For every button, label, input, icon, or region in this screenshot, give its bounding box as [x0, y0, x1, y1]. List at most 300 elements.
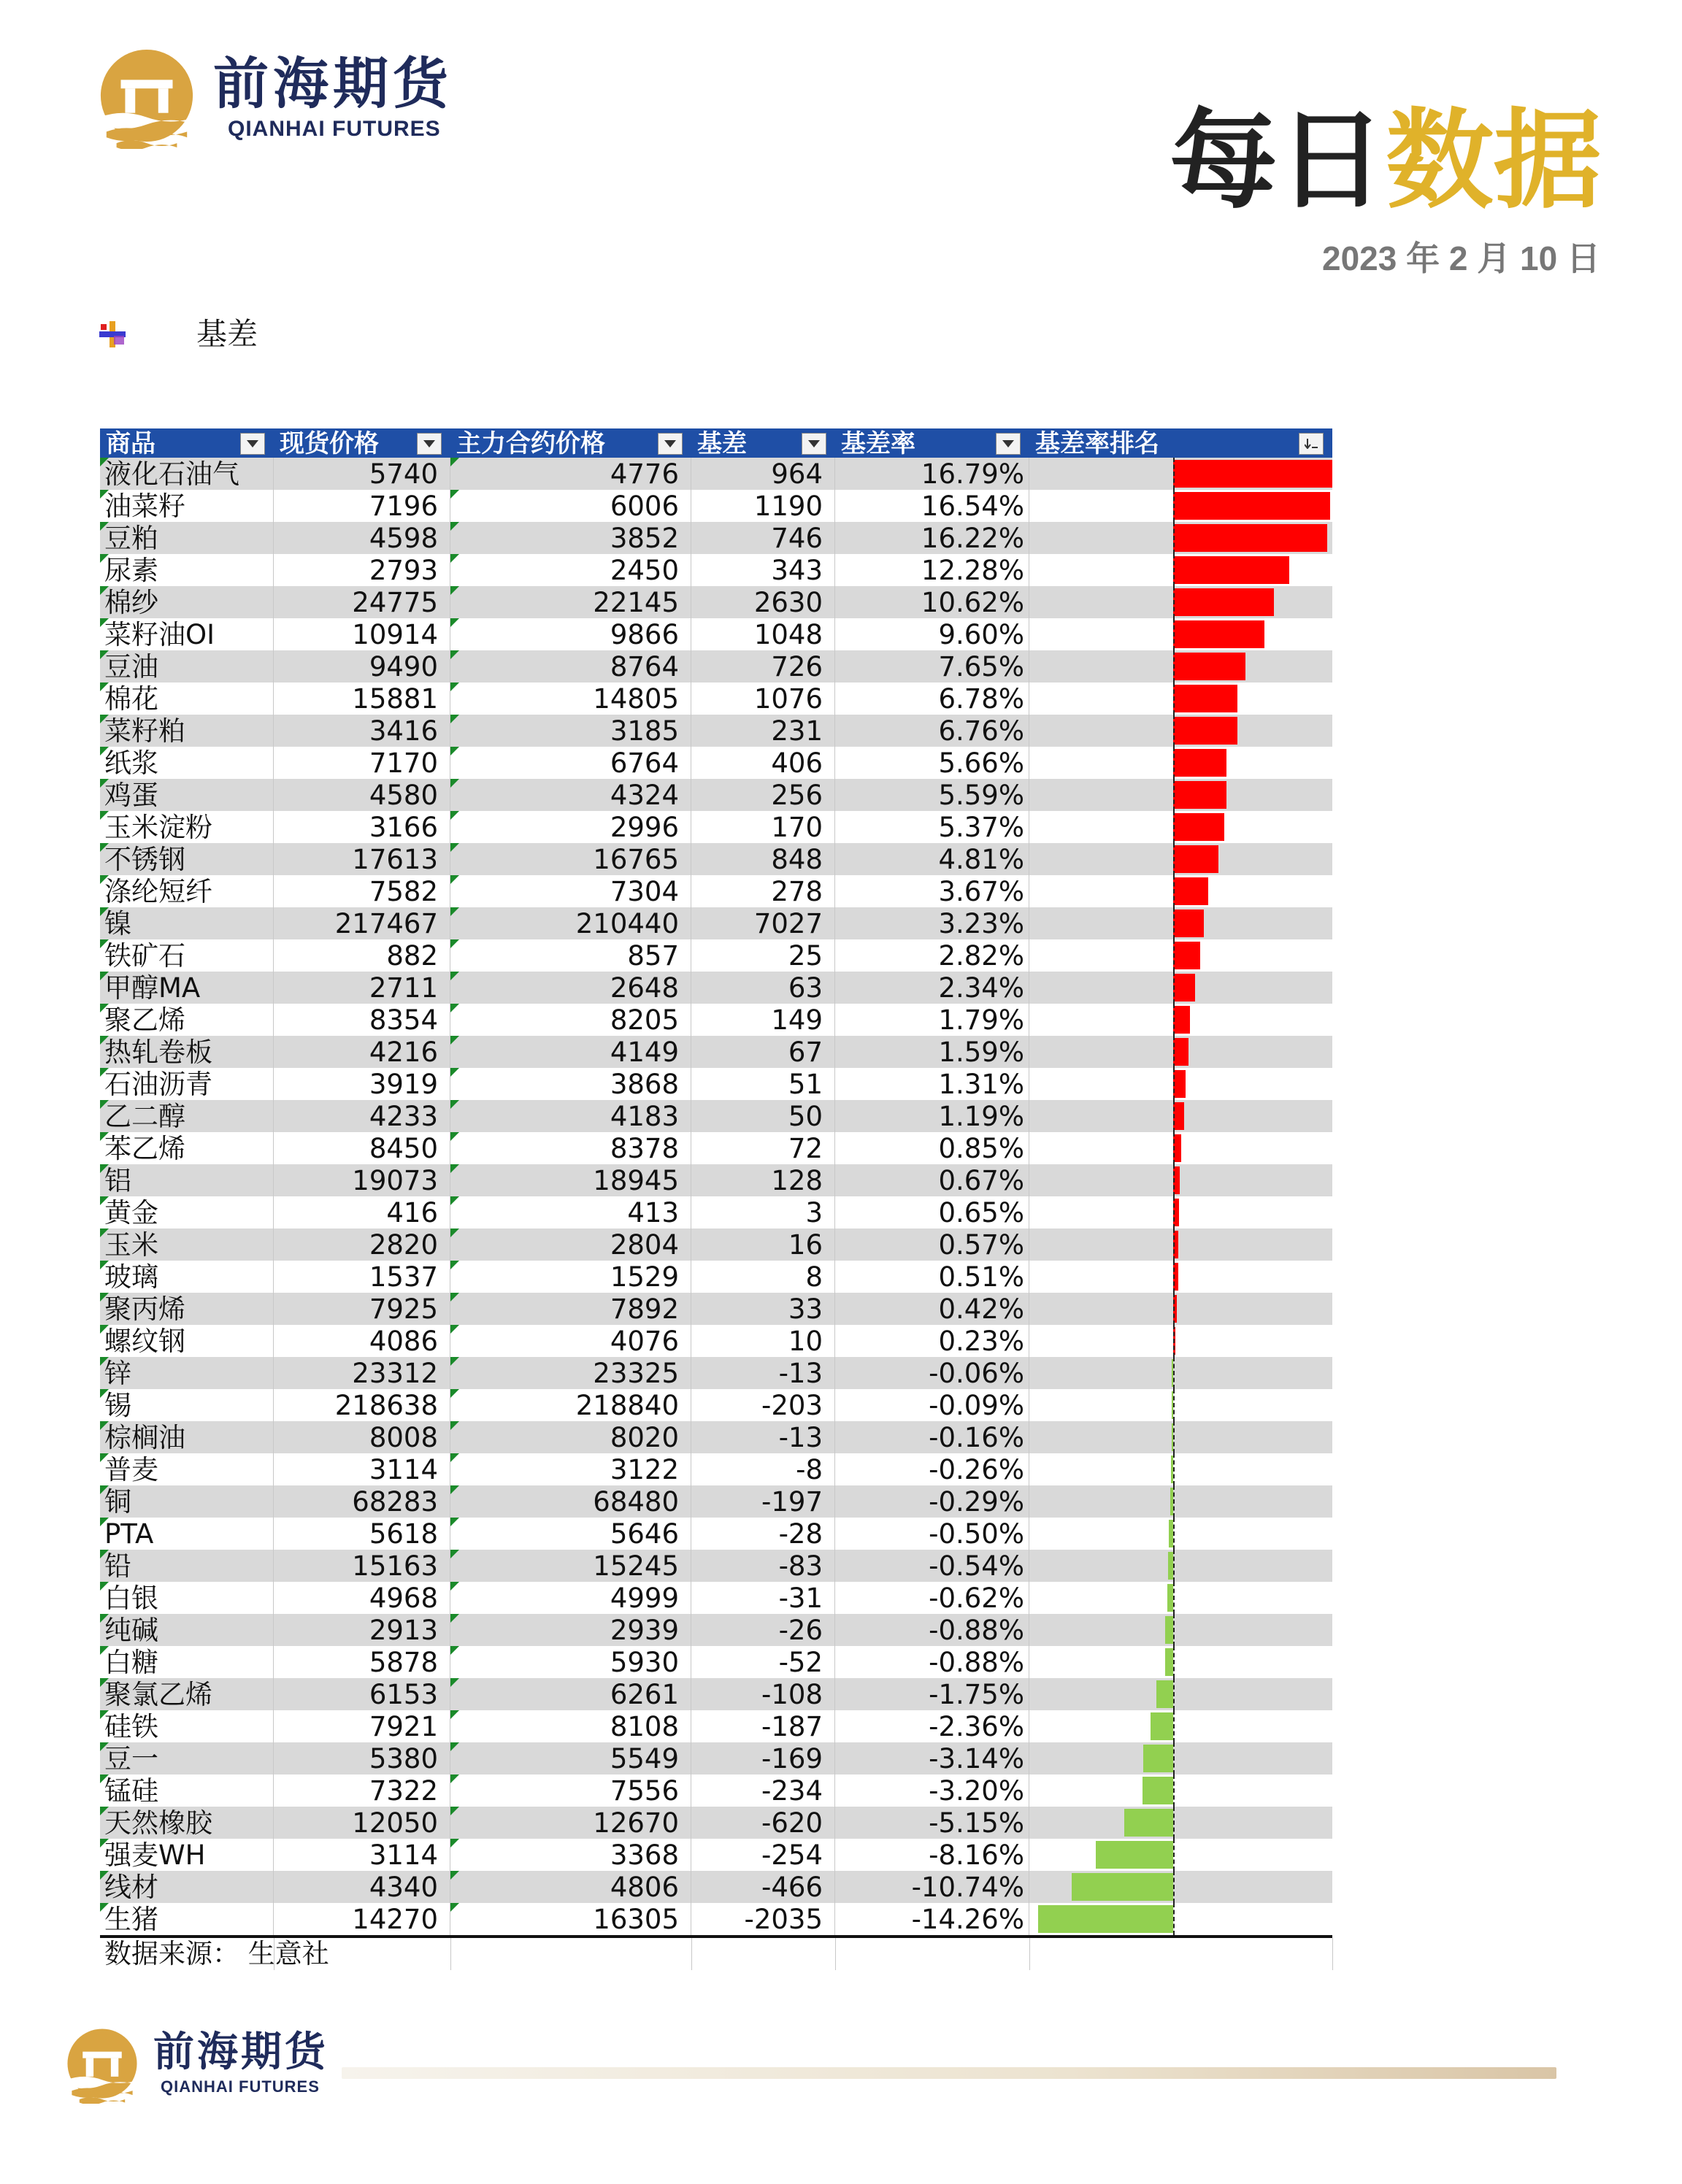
spot-price-cell[interactable]: 2820 [274, 1228, 450, 1261]
sort-dropdown-rank[interactable] [1299, 433, 1324, 455]
commodity-cell[interactable]: 铅 [100, 1550, 274, 1582]
basis-cell[interactable]: -169 [691, 1742, 835, 1774]
spot-price-cell[interactable]: 68283 [274, 1485, 450, 1518]
basis-rate-cell[interactable]: -0.09% [835, 1389, 1029, 1421]
basis-rate-cell[interactable]: -0.29% [835, 1485, 1029, 1518]
futures-price-cell[interactable]: 210440 [450, 907, 691, 939]
futures-price-cell[interactable]: 5549 [450, 1742, 691, 1774]
commodity-cell[interactable]: 铜 [100, 1485, 274, 1518]
basis-cell[interactable]: -31 [691, 1582, 835, 1614]
futures-price-cell[interactable]: 1529 [450, 1261, 691, 1293]
spot-price-cell[interactable]: 7322 [274, 1774, 450, 1807]
spot-price-cell[interactable]: 882 [274, 939, 450, 972]
basis-rate-cell[interactable]: 5.66% [835, 747, 1029, 779]
basis-cell[interactable]: 170 [691, 811, 835, 843]
basis-cell[interactable]: -28 [691, 1518, 835, 1550]
basis-cell[interactable]: 149 [691, 1004, 835, 1036]
spot-price-cell[interactable]: 2793 [274, 554, 450, 586]
basis-cell[interactable]: 746 [691, 522, 835, 554]
basis-rate-cell[interactable]: -0.88% [835, 1614, 1029, 1646]
positive-rate-bar [1173, 588, 1274, 616]
data-source-note: 数据来源： 生意社 [104, 1938, 329, 1969]
cell-marker-icon [100, 811, 109, 820]
spot-price-cell[interactable]: 4086 [274, 1325, 450, 1357]
basis-cell[interactable]: -26 [691, 1614, 835, 1646]
basis-cell[interactable]: 256 [691, 779, 835, 811]
spot-price-cell[interactable]: 8354 [274, 1004, 450, 1036]
basis-cell[interactable]: 25 [691, 939, 835, 972]
futures-price-cell[interactable]: 9866 [450, 618, 691, 650]
futures-price-cell[interactable]: 4999 [450, 1582, 691, 1614]
rank-bar-cell[interactable] [1029, 1678, 1332, 1710]
basis-cell[interactable]: 2630 [691, 586, 835, 618]
futures-price-cell[interactable]: 6261 [450, 1678, 691, 1710]
rank-bar-cell[interactable] [1029, 1807, 1332, 1839]
table-footer [100, 1935, 1332, 1970]
cell-marker-icon [450, 1678, 459, 1687]
header-futures[interactable]: 主力合约价格 [456, 429, 605, 458]
commodity-cell[interactable]: 鸡蛋 [100, 779, 274, 811]
futures-price-cell[interactable]: 5930 [450, 1646, 691, 1678]
futures-price-cell[interactable]: 4324 [450, 779, 691, 811]
futures-price-cell[interactable]: 7556 [450, 1774, 691, 1807]
basis-cell[interactable]: -8 [691, 1453, 835, 1485]
basis-cell[interactable]: 63 [691, 972, 835, 1004]
commodity-cell[interactable]: 油菜籽 [100, 490, 274, 522]
basis-cell[interactable]: 7027 [691, 907, 835, 939]
basis-cell[interactable]: -197 [691, 1485, 835, 1518]
rank-bar-cell[interactable] [1029, 1774, 1332, 1807]
table-row [100, 1485, 1332, 1518]
rank-bar-cell[interactable] [1029, 1518, 1332, 1550]
spot-price-cell[interactable]: 416 [274, 1196, 450, 1228]
futures-price-cell[interactable]: 15245 [450, 1550, 691, 1582]
commodity-cell[interactable]: 液化石油气 [100, 458, 274, 490]
basis-rate-cell[interactable]: 0.57% [835, 1228, 1029, 1261]
futures-price-cell[interactable]: 8108 [450, 1710, 691, 1742]
basis-cell[interactable]: 10 [691, 1325, 835, 1357]
commodity-cell[interactable]: 锡 [100, 1389, 274, 1421]
commodity-cell[interactable]: 生猪 [100, 1903, 274, 1935]
table-row [100, 1357, 1332, 1389]
zero-axis-line [1173, 1871, 1175, 1903]
basis-cell[interactable]: -52 [691, 1646, 835, 1678]
rank-bar-cell[interactable] [1029, 1293, 1332, 1325]
rank-bar-cell[interactable] [1029, 1453, 1332, 1485]
commodity-cell[interactable]: 强麦WH [100, 1839, 274, 1871]
futures-price-cell[interactable]: 6764 [450, 747, 691, 779]
spot-price-cell[interactable]: 4580 [274, 779, 450, 811]
cell-marker-icon [450, 1100, 459, 1109]
commodity-cell[interactable]: 涤纶短纤 [100, 875, 274, 907]
spot-price-cell[interactable]: 15163 [274, 1550, 450, 1582]
rank-bar-cell[interactable] [1029, 1389, 1332, 1421]
commodity-cell[interactable]: 锰硅 [100, 1774, 274, 1807]
filter-dropdown-commodity[interactable] [240, 433, 265, 455]
spot-price-cell[interactable]: 3416 [274, 715, 450, 747]
rank-bar-cell[interactable] [1029, 1550, 1332, 1582]
cell-marker-icon [450, 939, 459, 948]
futures-price-cell[interactable]: 4806 [450, 1871, 691, 1903]
futures-price-cell[interactable]: 2939 [450, 1614, 691, 1646]
basis-cell[interactable]: -13 [691, 1421, 835, 1453]
spot-price-cell[interactable]: 9490 [274, 650, 450, 682]
commodity-cell[interactable]: 菜籽油OI [100, 618, 274, 650]
rank-bar-cell[interactable] [1029, 1646, 1332, 1678]
positive-rate-bar [1173, 717, 1237, 745]
futures-price-cell[interactable]: 2804 [450, 1228, 691, 1261]
cell-marker-icon [450, 1389, 459, 1398]
futures-price-cell[interactable]: 8378 [450, 1132, 691, 1164]
basis-rate-cell[interactable]: -0.50% [835, 1518, 1029, 1550]
commodity-cell[interactable]: 不锈钢 [100, 843, 274, 875]
spot-price-cell[interactable]: 218638 [274, 1389, 450, 1421]
filter-dropdown-basis[interactable] [802, 433, 826, 455]
futures-price-cell[interactable]: 68480 [450, 1485, 691, 1518]
zero-axis-line [1173, 1614, 1175, 1646]
spot-price-cell[interactable]: 4598 [274, 522, 450, 554]
basis-rate-cell[interactable]: 5.37% [835, 811, 1029, 843]
basis-cell[interactable]: 278 [691, 875, 835, 907]
cell-marker-icon [100, 458, 109, 466]
rank-bar-cell[interactable] [1029, 1196, 1332, 1228]
commodity-cell[interactable]: 玉米 [100, 1228, 274, 1261]
futures-price-cell[interactable]: 2450 [450, 554, 691, 586]
spot-price-cell[interactable]: 24775 [274, 586, 450, 618]
commodity-cell[interactable]: 棕榈油 [100, 1421, 274, 1453]
basis-rate-cell[interactable]: 0.65% [835, 1196, 1029, 1228]
cell-marker-icon [100, 1164, 109, 1173]
cell-marker-icon [100, 1485, 109, 1494]
basis-cell[interactable]: 1076 [691, 682, 835, 715]
basis-cell[interactable]: -83 [691, 1550, 835, 1582]
basis-rate-cell[interactable]: 0.51% [835, 1261, 1029, 1293]
header-rate[interactable]: 基差率 [841, 429, 915, 458]
commodity-cell[interactable]: 锌 [100, 1357, 274, 1389]
spot-price-cell[interactable]: 15881 [274, 682, 450, 715]
futures-price-cell[interactable]: 12670 [450, 1807, 691, 1839]
rank-bar-cell[interactable] [1029, 1742, 1332, 1774]
futures-price-cell[interactable]: 5646 [450, 1518, 691, 1550]
filter-dropdown-spot[interactable] [417, 433, 442, 455]
header-commodity[interactable]: 商品 [106, 429, 155, 458]
basis-cell[interactable]: 72 [691, 1132, 835, 1164]
basis-rate-cell[interactable]: -0.16% [835, 1421, 1029, 1453]
commodity-cell[interactable]: PTA [100, 1518, 274, 1550]
basis-cell[interactable]: 51 [691, 1068, 835, 1100]
commodity-cell[interactable]: 铝 [100, 1164, 274, 1196]
commodity-cell[interactable]: 棉花 [100, 682, 274, 715]
spot-price-cell[interactable]: 7925 [274, 1293, 450, 1325]
commodity-cell[interactable]: 石油沥青 [100, 1068, 274, 1100]
basis-rate-cell[interactable]: 10.62% [835, 586, 1029, 618]
commodity-cell[interactable]: 白糖 [100, 1646, 274, 1678]
futures-price-cell[interactable]: 4149 [450, 1036, 691, 1068]
footer-divider [1332, 1938, 1333, 1970]
futures-price-cell[interactable]: 3122 [450, 1453, 691, 1485]
zero-axis-line [1173, 1421, 1175, 1453]
basis-rate-cell[interactable]: -2.36% [835, 1710, 1029, 1742]
commodity-cell[interactable]: 甲醇MA [100, 972, 274, 1004]
rank-bar-cell[interactable] [1029, 1582, 1332, 1614]
basis-rate-cell[interactable]: -3.20% [835, 1774, 1029, 1807]
spot-price-cell[interactable]: 7921 [274, 1710, 450, 1742]
filter-dropdown-rate[interactable] [996, 433, 1021, 455]
spot-price-cell[interactable]: 4216 [274, 1036, 450, 1068]
table-row [100, 779, 1332, 811]
futures-price-cell[interactable]: 3852 [450, 522, 691, 554]
basis-rate-cell[interactable]: -0.62% [835, 1582, 1029, 1614]
futures-price-cell[interactable]: 7892 [450, 1293, 691, 1325]
basis-cell[interactable]: 3 [691, 1196, 835, 1228]
futures-price-cell[interactable]: 3868 [450, 1068, 691, 1100]
basis-rate-cell[interactable]: -14.26% [835, 1903, 1029, 1935]
futures-price-cell[interactable]: 4776 [450, 458, 691, 490]
spot-price-cell[interactable]: 4233 [274, 1100, 450, 1132]
basis-cell[interactable]: 406 [691, 747, 835, 779]
basis-cell[interactable]: -234 [691, 1774, 835, 1807]
spot-price-cell[interactable]: 8008 [274, 1421, 450, 1453]
commodity-cell[interactable]: 普麦 [100, 1453, 274, 1485]
cell-marker-icon [100, 1389, 109, 1398]
basis-cell[interactable]: 33 [691, 1293, 835, 1325]
spot-price-cell[interactable]: 2913 [274, 1614, 450, 1646]
commodity-cell[interactable]: 聚丙烯 [100, 1293, 274, 1325]
basis-rate-cell[interactable]: 5.59% [835, 779, 1029, 811]
cell-marker-icon [100, 1614, 109, 1623]
futures-price-cell[interactable]: 16305 [450, 1903, 691, 1935]
futures-price-cell[interactable]: 218840 [450, 1389, 691, 1421]
commodity-cell[interactable]: 白银 [100, 1582, 274, 1614]
basis-rate-cell[interactable]: -0.06% [835, 1357, 1029, 1389]
basis-rate-cell[interactable]: 6.76% [835, 715, 1029, 747]
spot-price-cell[interactable]: 3919 [274, 1068, 450, 1100]
basis-cell[interactable]: 67 [691, 1036, 835, 1068]
positive-rate-bar [1173, 620, 1264, 648]
basis-rate-cell[interactable]: -0.26% [835, 1453, 1029, 1485]
spot-price-cell[interactable]: 19073 [274, 1164, 450, 1196]
futures-price-cell[interactable]: 16765 [450, 843, 691, 875]
basis-rate-cell[interactable]: 0.85% [835, 1132, 1029, 1164]
positive-rate-bar [1173, 845, 1218, 873]
futures-price-cell[interactable]: 18945 [450, 1164, 691, 1196]
basis-rate-cell[interactable]: -1.75% [835, 1678, 1029, 1710]
cell-marker-icon [450, 1004, 459, 1012]
header-spot[interactable]: 现货价格 [280, 429, 379, 458]
futures-price-cell[interactable]: 8020 [450, 1421, 691, 1453]
commodity-cell[interactable]: 纸浆 [100, 747, 274, 779]
basis-rate-cell[interactable]: 16.54% [835, 490, 1029, 522]
basis-rate-cell[interactable]: -8.16% [835, 1839, 1029, 1871]
table-row [100, 715, 1332, 747]
commodity-cell[interactable]: 热轧卷板 [100, 1036, 274, 1068]
commodity-cell[interactable]: 玻璃 [100, 1261, 274, 1293]
spot-price-cell[interactable]: 6153 [274, 1678, 450, 1710]
basis-cell[interactable]: -187 [691, 1710, 835, 1742]
cell-marker-icon [100, 490, 109, 499]
rank-bar-cell[interactable] [1029, 1261, 1332, 1293]
futures-price-cell[interactable]: 8764 [450, 650, 691, 682]
basis-cell[interactable]: 231 [691, 715, 835, 747]
basis-rate-cell[interactable]: -3.14% [835, 1742, 1029, 1774]
commodity-cell[interactable]: 豆一 [100, 1742, 274, 1774]
commodity-cell[interactable]: 铁矿石 [100, 939, 274, 972]
futures-price-cell[interactable]: 22145 [450, 586, 691, 618]
spot-price-cell[interactable]: 5380 [274, 1742, 450, 1774]
basis-rate-cell[interactable]: 6.78% [835, 682, 1029, 715]
basis-cell[interactable]: -2035 [691, 1903, 835, 1935]
rank-bar-cell[interactable] [1029, 1164, 1332, 1196]
basis-rate-cell[interactable]: 0.42% [835, 1293, 1029, 1325]
qianhai-logo-icon [64, 2028, 140, 2104]
commodity-cell[interactable]: 天然橡胶 [100, 1807, 274, 1839]
commodity-cell[interactable]: 镍 [100, 907, 274, 939]
futures-price-cell[interactable]: 8205 [450, 1004, 691, 1036]
rank-bar-cell[interactable] [1029, 1357, 1332, 1389]
basis-rate-cell[interactable]: 2.34% [835, 972, 1029, 1004]
commodity-cell[interactable]: 螺纹钢 [100, 1325, 274, 1357]
basis-rate-cell[interactable]: -0.54% [835, 1550, 1029, 1582]
basis-cell[interactable]: 726 [691, 650, 835, 682]
basis-cell[interactable]: 16 [691, 1228, 835, 1261]
spot-price-cell[interactable]: 14270 [274, 1903, 450, 1935]
basis-rate-cell[interactable]: 1.19% [835, 1100, 1029, 1132]
spot-price-cell[interactable]: 8450 [274, 1132, 450, 1164]
basis-rate-cell[interactable]: -5.15% [835, 1807, 1029, 1839]
basis-cell[interactable]: -466 [691, 1871, 835, 1903]
rank-bar-cell[interactable] [1029, 1839, 1332, 1871]
spot-price-cell[interactable]: 5618 [274, 1518, 450, 1550]
table-row [100, 843, 1332, 875]
table-row [100, 586, 1332, 618]
zero-axis-line [1173, 1582, 1175, 1614]
basis-rate-cell[interactable]: 3.23% [835, 907, 1029, 939]
basis-rate-cell[interactable]: -0.88% [835, 1646, 1029, 1678]
chevron-down-icon [247, 440, 258, 447]
futures-price-cell[interactable]: 857 [450, 939, 691, 972]
basis-rate-cell[interactable]: 9.60% [835, 618, 1029, 650]
basis-cell[interactable]: -620 [691, 1807, 835, 1839]
spot-price-cell[interactable]: 3114 [274, 1453, 450, 1485]
futures-price-cell[interactable]: 2648 [450, 972, 691, 1004]
basis-cell[interactable]: 964 [691, 458, 835, 490]
spot-price-cell[interactable]: 3166 [274, 811, 450, 843]
rank-bar-cell[interactable] [1029, 1421, 1332, 1453]
basis-rate-cell[interactable]: 1.59% [835, 1036, 1029, 1068]
commodity-cell[interactable]: 菜籽粕 [100, 715, 274, 747]
futures-price-cell[interactable]: 23325 [450, 1357, 691, 1389]
rank-bar-cell[interactable] [1029, 1485, 1332, 1518]
header-basis[interactable]: 基差 [697, 429, 747, 458]
basis-cell[interactable]: -203 [691, 1389, 835, 1421]
commodity-cell[interactable]: 棉纱 [100, 586, 274, 618]
spot-price-cell[interactable]: 4968 [274, 1582, 450, 1614]
commodity-cell[interactable]: 聚乙烯 [100, 1004, 274, 1036]
futures-price-cell[interactable]: 2996 [450, 811, 691, 843]
spot-price-cell[interactable]: 7582 [274, 875, 450, 907]
rank-bar-cell[interactable] [1029, 1710, 1332, 1742]
spot-price-cell[interactable]: 17613 [274, 843, 450, 875]
commodity-cell[interactable]: 玉米淀粉 [100, 811, 274, 843]
spot-price-cell[interactable]: 1537 [274, 1261, 450, 1293]
header-rank[interactable]: 基差率排名 [1035, 429, 1159, 458]
commodity-cell[interactable]: 豆油 [100, 650, 274, 682]
basis-cell[interactable]: -254 [691, 1839, 835, 1871]
basis-cell[interactable]: 848 [691, 843, 835, 875]
spot-price-cell[interactable]: 10914 [274, 618, 450, 650]
basis-cell[interactable]: 343 [691, 554, 835, 586]
basis-rate-cell[interactable]: 16.22% [835, 522, 1029, 554]
basis-rate-cell[interactable]: 2.82% [835, 939, 1029, 972]
spot-price-cell[interactable]: 5878 [274, 1646, 450, 1678]
futures-price-cell[interactable]: 3185 [450, 715, 691, 747]
spot-price-cell[interactable]: 7170 [274, 747, 450, 779]
basis-cell[interactable]: 1190 [691, 490, 835, 522]
futures-price-cell[interactable]: 6006 [450, 490, 691, 522]
cell-marker-icon [100, 1742, 109, 1751]
filter-dropdown-futures[interactable] [658, 433, 683, 455]
commodity-cell[interactable]: 黄金 [100, 1196, 274, 1228]
basis-rate-cell[interactable]: 0.23% [835, 1325, 1029, 1357]
futures-price-cell[interactable]: 3368 [450, 1839, 691, 1871]
basis-cell[interactable]: -108 [691, 1678, 835, 1710]
basis-rate-cell[interactable]: 4.81% [835, 843, 1029, 875]
basis-cell[interactable]: 128 [691, 1164, 835, 1196]
spot-price-cell[interactable]: 2711 [274, 972, 450, 1004]
futures-price-cell[interactable]: 4076 [450, 1325, 691, 1357]
commodity-cell[interactable]: 苯乙烯 [100, 1132, 274, 1164]
futures-price-cell[interactable]: 413 [450, 1196, 691, 1228]
positive-rate-bar [1173, 460, 1332, 488]
basis-cell[interactable]: 1048 [691, 618, 835, 650]
basis-rate-cell[interactable]: 1.79% [835, 1004, 1029, 1036]
commodity-cell[interactable]: 硅铁 [100, 1710, 274, 1742]
commodity-cell[interactable]: 乙二醇 [100, 1100, 274, 1132]
spot-price-cell[interactable]: 23312 [274, 1357, 450, 1389]
basis-rate-cell[interactable]: 12.28% [835, 554, 1029, 586]
basis-cell[interactable]: 50 [691, 1100, 835, 1132]
basis-cell[interactable]: 8 [691, 1261, 835, 1293]
futures-price-cell[interactable]: 14805 [450, 682, 691, 715]
basis-rate-cell[interactable]: 1.31% [835, 1068, 1029, 1100]
commodity-cell[interactable]: 纯碱 [100, 1614, 274, 1646]
rank-bar-cell[interactable] [1029, 1614, 1332, 1646]
rank-bar-cell[interactable] [1029, 1325, 1332, 1357]
basis-rate-cell[interactable]: 3.67% [835, 875, 1029, 907]
basis-cell[interactable]: -13 [691, 1357, 835, 1389]
commodity-cell[interactable]: 豆粕 [100, 522, 274, 554]
spot-price-cell[interactable]: 12050 [274, 1807, 450, 1839]
cell-marker-icon [450, 811, 459, 820]
basis-rate-cell[interactable]: 7.65% [835, 650, 1029, 682]
spot-price-cell[interactable]: 7196 [274, 490, 450, 522]
spot-price-cell[interactable]: 5740 [274, 458, 450, 490]
futures-price-cell[interactable]: 4183 [450, 1100, 691, 1132]
spot-price-cell[interactable]: 217467 [274, 907, 450, 939]
spot-price-cell[interactable]: 4340 [274, 1871, 450, 1903]
spot-price-cell[interactable]: 3114 [274, 1839, 450, 1871]
rank-bar-cell[interactable] [1029, 1228, 1332, 1261]
basis-rate-cell[interactable]: 0.67% [835, 1164, 1029, 1196]
cell-marker-icon [450, 1132, 459, 1141]
negative-rate-bar [1169, 1520, 1173, 1547]
futures-price-cell[interactable]: 7304 [450, 875, 691, 907]
basis-rate-cell[interactable]: 16.79% [835, 458, 1029, 490]
basis-rate-cell[interactable]: -10.74% [835, 1871, 1029, 1903]
commodity-cell[interactable]: 聚氯乙烯 [100, 1678, 274, 1710]
commodity-cell[interactable]: 线材 [100, 1871, 274, 1903]
commodity-cell[interactable]: 尿素 [100, 554, 274, 586]
